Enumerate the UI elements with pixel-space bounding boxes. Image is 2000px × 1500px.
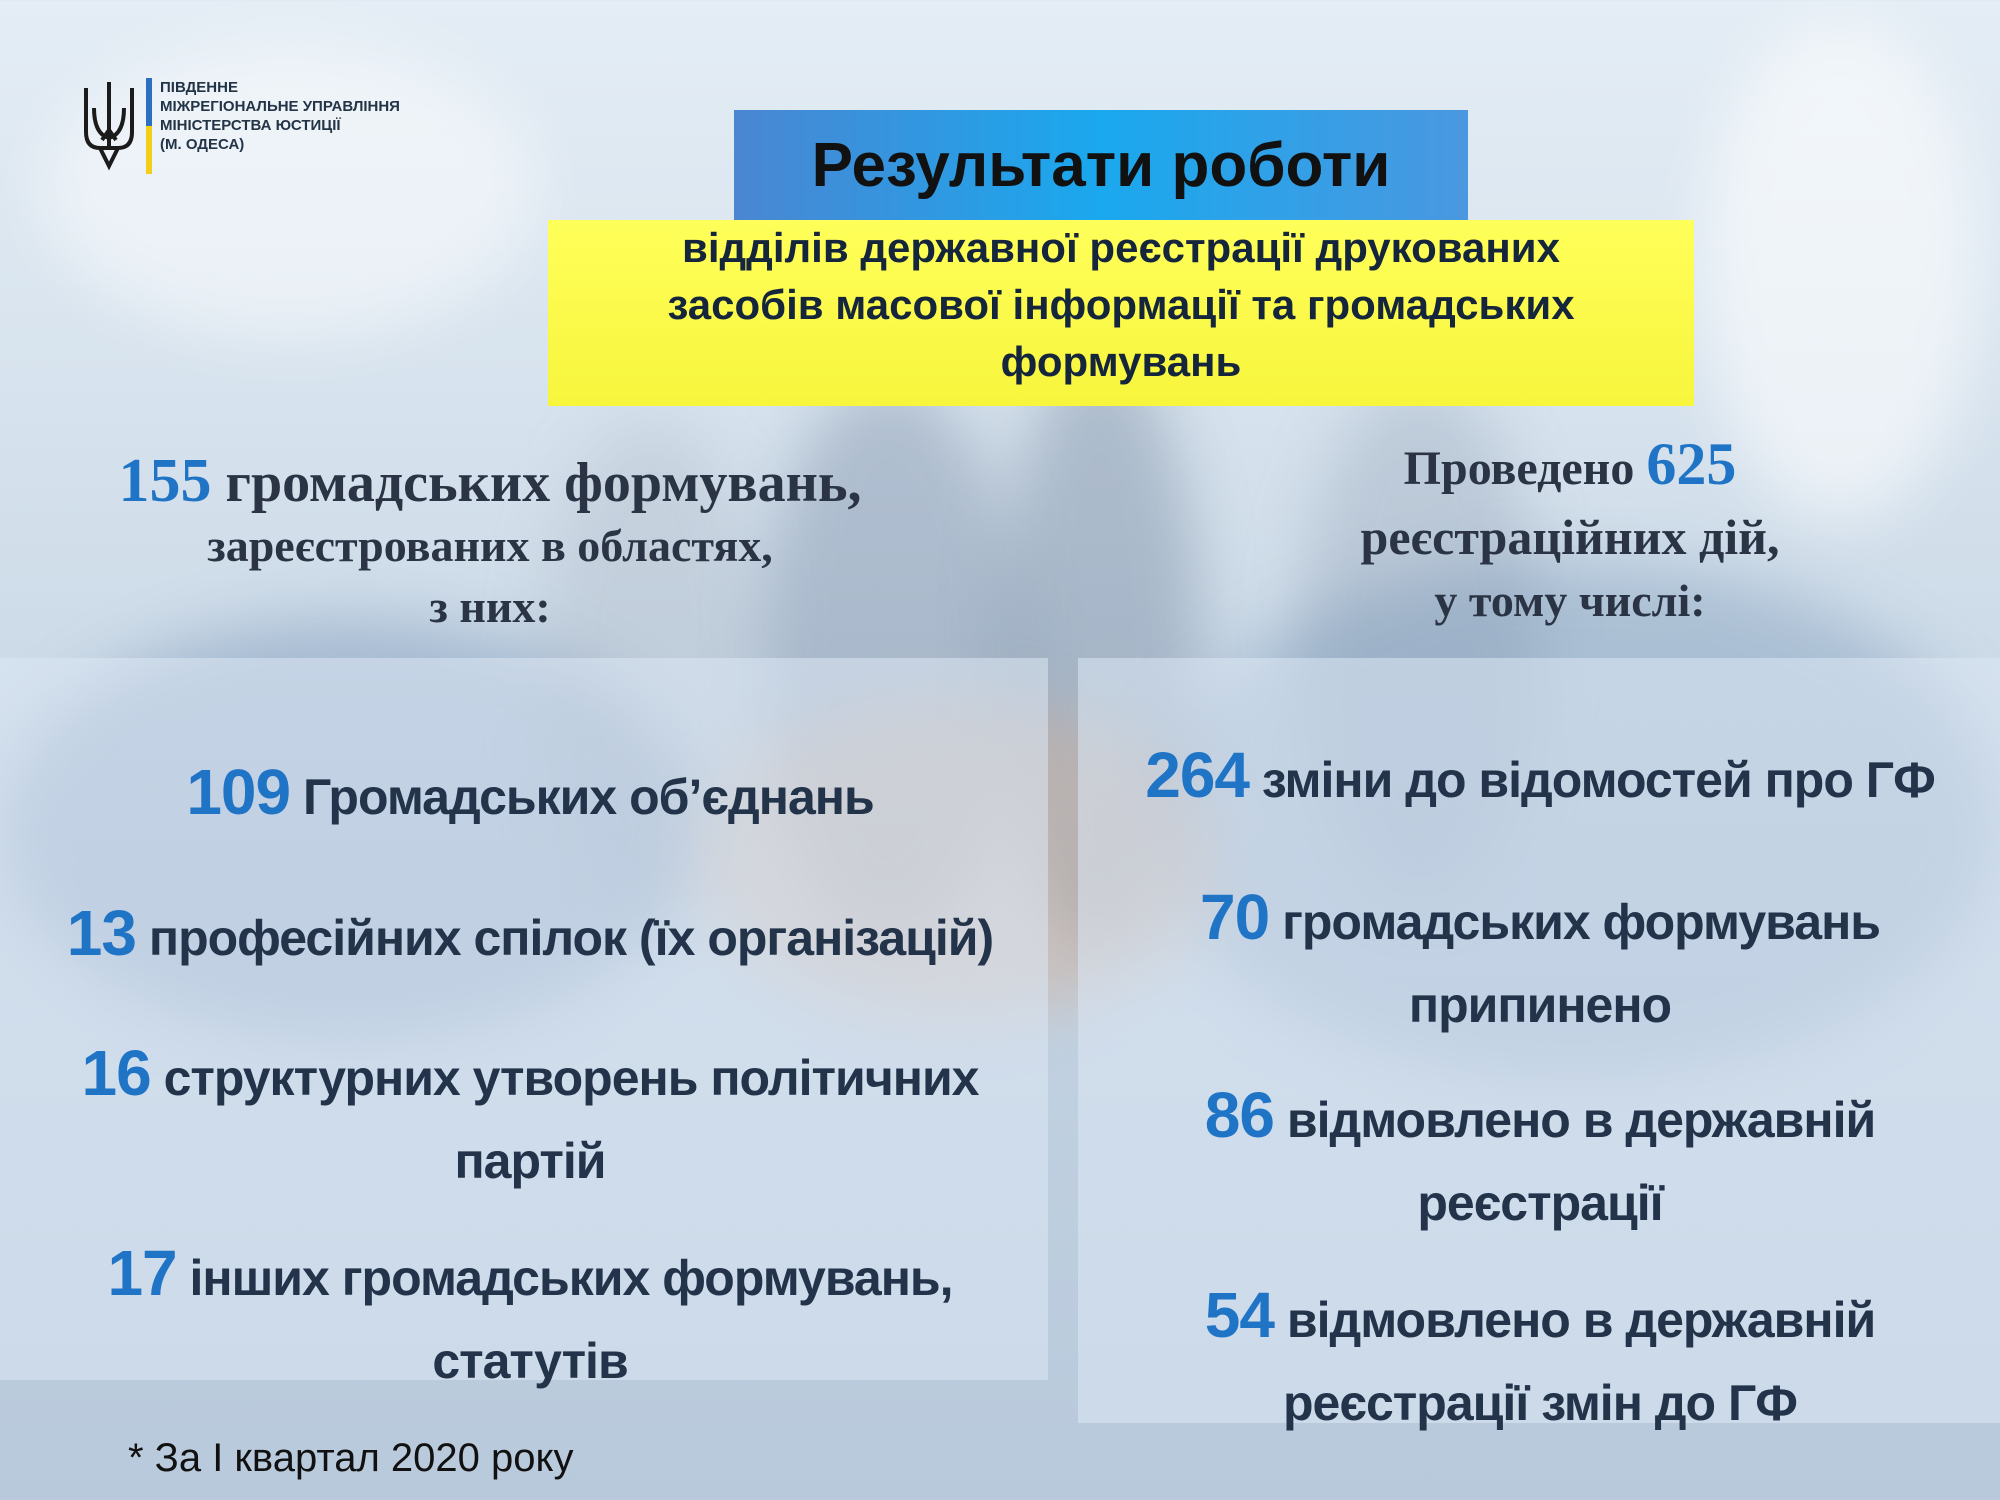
subtitle-line: відділів державної реєстрації друкованих (682, 224, 1560, 271)
left-header-total: 155 громадських формувань, (118, 447, 862, 515)
right-header-subtitle: реєстраційних дій, (1360, 509, 1780, 565)
subtitle-line: формувань (1000, 338, 1242, 385)
right-header-including: у тому числі: (1434, 575, 1706, 626)
footnote: * За I квартал 2020 року (128, 1436, 574, 1480)
stat-other-formations: 17 інших громадських формувань, статутів (107, 1237, 953, 1389)
stat-terminated: 70 громадських формувань припинено (1199, 881, 1881, 1033)
right-header-total: Проведено 625 (1403, 431, 1737, 497)
stat-trade-unions: 13 професійних спілок (їх організацій) (66, 897, 994, 969)
trident-icon (80, 78, 138, 172)
stat-party-branches: 16 структурних утворень політичних партій (81, 1037, 979, 1189)
subtitle-line: засобів масової інформації та громадських (667, 281, 1575, 328)
ministry-logo (80, 78, 400, 174)
stat-public-associations: 109 Громадських об’єднань (186, 756, 874, 828)
left-header-subtitle: зареєстрованих в областях, (207, 520, 773, 571)
stat-changes: 264 зміни до відомостей про ГФ (1145, 739, 1935, 811)
subtitle-banner (548, 220, 1694, 406)
flag-stripe (146, 78, 152, 174)
stat-refused-changes: 54 відмовлено в державній реєстрації змін до ГФ (1204, 1279, 1876, 1431)
stat-refused-registration: 86 відмовлено в державній реєстрації (1204, 1079, 1876, 1231)
left-header-of-them: з них: (429, 581, 551, 632)
page-title: Результати роботи (734, 110, 1468, 220)
logo-text: ПІВДЕННЕ МІЖРЕГІОНАЛЬНЕ УПРАВЛІННЯ МІНІСТЕРСТВА ЮСТИЦІЇ (М. ОДЕСА) (160, 79, 400, 153)
